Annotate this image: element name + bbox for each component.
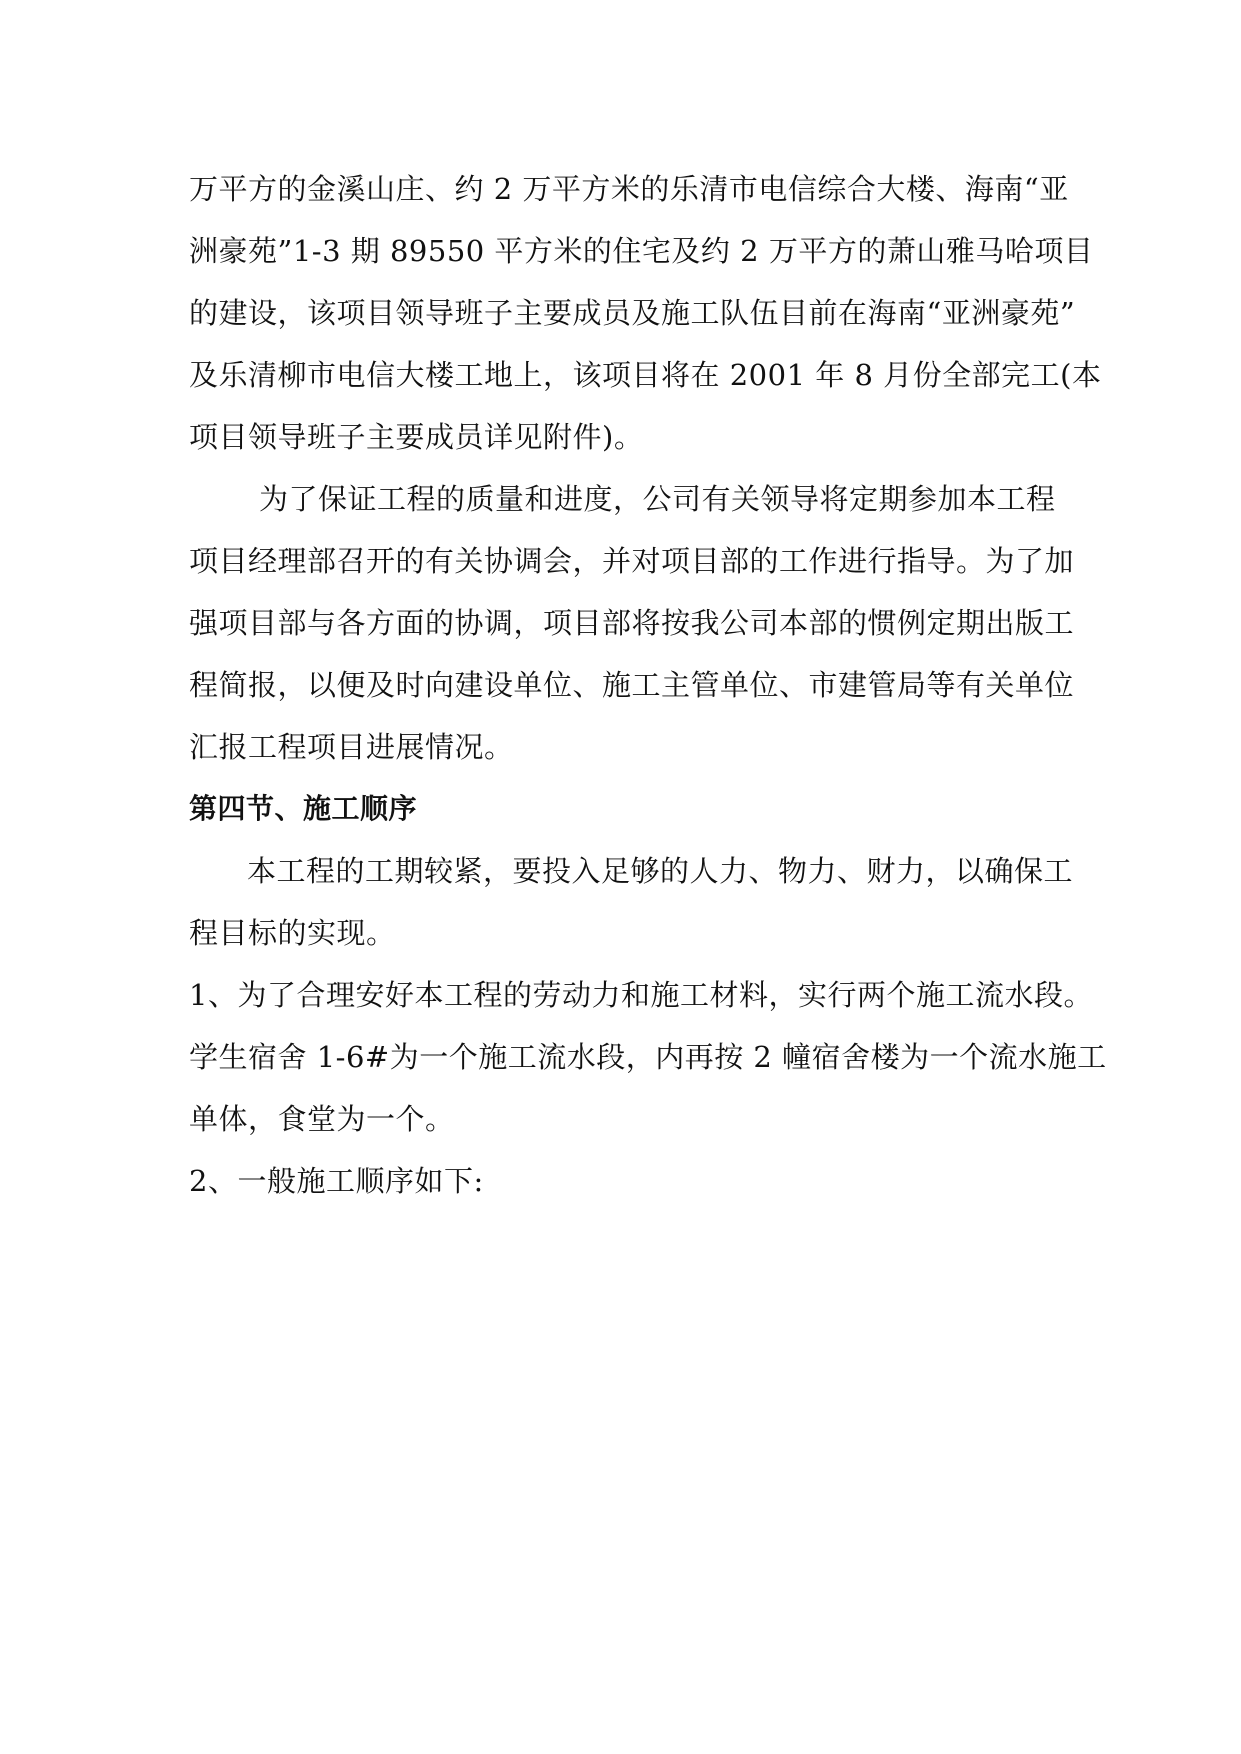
paragraph-line: 程简报，以便及时向建设单位、施工主管单位、市建管局等有关单位 — [189, 668, 1075, 702]
paragraph-line: 的建设，该项目领导班子主要成员及施工队伍目前在海南“亚洲豪苑” — [189, 296, 1076, 330]
paragraph-3 — [189, 840, 1074, 964]
paragraph-line: 项目经理部召开的有关协调会，并对项目部的工作进行指导。为了加 — [189, 544, 1075, 578]
paragraph-line: 1、为了合理安好本工程的劳动力和施工材料，实行两个施工流水段。 — [189, 978, 1093, 1012]
paragraph-1 — [189, 158, 1102, 468]
section-heading: 第四节、施工顺序 — [189, 792, 418, 825]
paragraph-line: 程目标的实现。 — [189, 916, 396, 950]
paragraph-line: 为了保证工程的质量和进度，公司有关领导将定期参加本工程 — [259, 482, 1056, 516]
list-item-2 — [189, 1150, 1069, 1212]
paragraph-2 — [189, 468, 1075, 778]
paragraph-line: 单体，食堂为一个。 — [189, 1102, 455, 1136]
paragraph-line: 本工程的工期较紧，要投入足够的人力、物力、财力，以确保工 — [247, 854, 1074, 888]
paragraph-line: 2、一般施工顺序如下: — [189, 1164, 484, 1198]
paragraph-line: 及乐清柳市电信大楼工地上，该项目将在 2001 年 8 月份全部完工(本 — [189, 358, 1102, 392]
document-body — [189, 158, 1107, 1212]
paragraph-line: 强项目部与各方面的协调，项目部将按我公司本部的惯例定期出版工 — [189, 606, 1075, 640]
paragraph-line: 汇报工程项目进展情况。 — [189, 730, 514, 764]
paragraph-line: 项目领导班子主要成员详见附件)。 — [189, 420, 644, 454]
list-item-1 — [189, 964, 1107, 1150]
paragraph-line: 万平方的金溪山庄、约 2 万平方米的乐清市电信综合大楼、海南“亚 — [189, 172, 1069, 206]
paragraph-line: 学生宿舍 1-6#为一个施工流水段，内再按 2 幢宿舍楼为一个流水施工 — [189, 1040, 1107, 1074]
paragraph-line: 洲豪苑”1-3 期 89550 平方米的住宅及约 2 万平方的萧山雅马哈项目 — [189, 234, 1094, 268]
